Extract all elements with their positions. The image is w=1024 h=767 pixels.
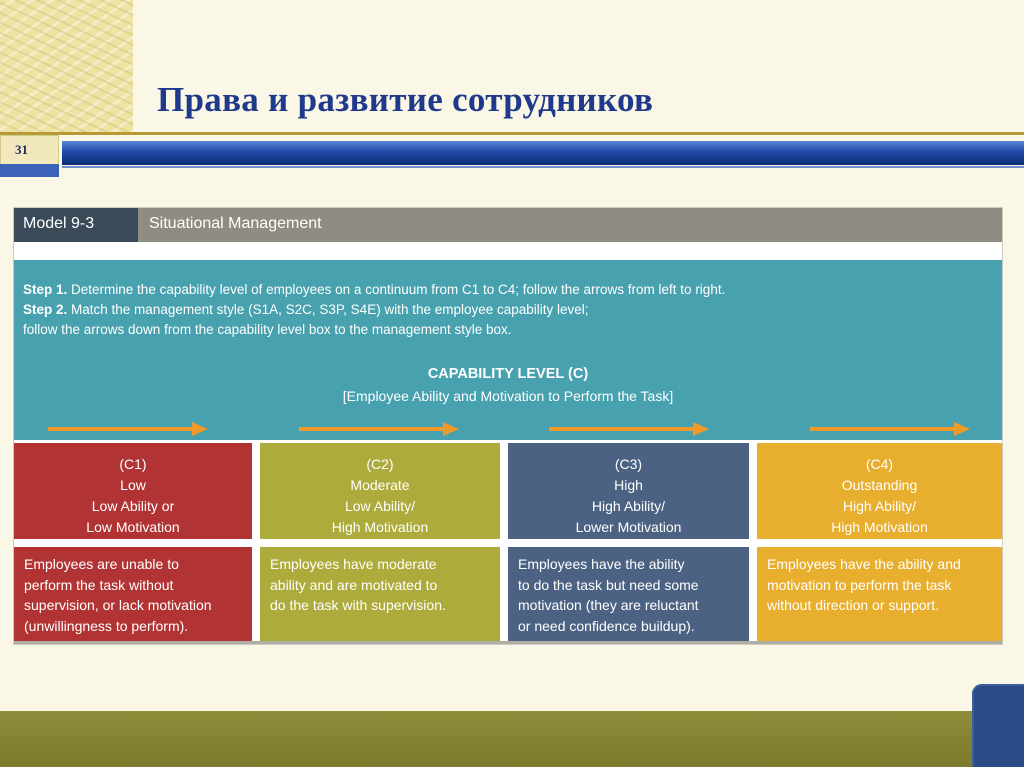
level-name: Moderate — [350, 477, 410, 493]
capability-box-c4 — [757, 443, 1002, 539]
step-2-continuation: follow the arrows down from the capability level box to the management style box. — [23, 322, 512, 337]
description-box-c1 — [14, 547, 252, 641]
description-line: Employees are unable to — [24, 556, 179, 572]
header-blue-bar — [62, 141, 1024, 165]
description-line: Employees have moderate — [270, 556, 437, 572]
right-arrow-icon — [48, 422, 208, 436]
description-line: (unwillingness to perform). — [24, 617, 189, 634]
description-line: do the task with supervision. — [270, 597, 446, 613]
level-code: (C3) — [614, 456, 643, 472]
situational-management-figure — [14, 208, 1002, 644]
level-motivation: High Motivation — [831, 519, 928, 535]
figure-model-name: Situational Management — [149, 215, 322, 232]
footer-band — [0, 711, 1024, 767]
step-1-label: Step 1. — [23, 282, 68, 297]
description-line: Employees have the ability and — [767, 556, 961, 572]
description-line: ability and are motivated to — [270, 576, 438, 593]
capability-box-c2 — [260, 443, 500, 539]
slide-title: Права и развитие сотрудников — [157, 80, 654, 119]
description-box-c4 — [757, 547, 1002, 641]
description-box-c3 — [508, 547, 749, 641]
level-code: (C4) — [865, 456, 894, 472]
level-name: Outstanding — [841, 477, 918, 493]
capability-box-c3 — [508, 443, 749, 539]
step-1-text: Determine the capability level of employees on a continuum from C1 to C4; follow the arrows from left to right. — [71, 282, 726, 297]
figure-model-label: Model 9-3 — [14, 208, 138, 242]
column-separator — [500, 443, 508, 641]
level-motivation: High Motivation — [331, 519, 429, 535]
capability-box-c1 — [14, 443, 252, 539]
capability-subtitle: [Employee Ability and Motivation to Perform the Task] — [342, 388, 674, 404]
description-line: supervision, or lack motivation — [24, 597, 212, 613]
right-arrow-icon — [299, 422, 459, 436]
level-motivation: Lower Motivation — [575, 519, 682, 535]
description-line: to do the task but need some — [518, 576, 699, 593]
corner-tile-decoration — [972, 684, 1024, 767]
right-arrow-icon — [549, 422, 709, 436]
right-arrow-icon — [810, 422, 970, 436]
corner-texture-decoration — [0, 0, 133, 133]
slide-number-strip — [0, 164, 59, 177]
slide-number: 31 — [0, 135, 59, 177]
column-separator — [252, 443, 260, 641]
level-name: Low — [120, 477, 146, 493]
description-line: motivation to perform the task — [767, 576, 952, 593]
level-ability: Low Ability or — [91, 498, 175, 514]
instructions-panel — [14, 260, 1002, 440]
header-blue-bar-shadow — [62, 166, 1024, 168]
description-line: motivation (they are reluctant — [518, 597, 699, 613]
step-2-text: Match the management style (S1A, S2C, S3P, S4E) with the employee capability level; — [71, 302, 589, 317]
step-2-line — [23, 302, 589, 317]
step-1-line — [23, 282, 725, 297]
description-line: perform the task without — [24, 576, 174, 593]
level-ability: Low Ability/ — [344, 498, 416, 514]
level-code: (C1) — [119, 456, 147, 472]
description-line: or need confidence buildup). — [518, 617, 695, 634]
column-separator — [749, 443, 757, 641]
level-motivation: Low Motivation — [86, 519, 180, 535]
description-line: without direction or support. — [767, 597, 939, 613]
description-box-c2 — [260, 547, 500, 641]
row-divider — [14, 539, 1002, 547]
figure-header — [14, 208, 1002, 242]
capability-title: CAPABILITY LEVEL (C) — [427, 366, 589, 382]
description-line: Employees have the ability — [518, 556, 685, 572]
level-ability: High Ability/ — [591, 498, 666, 514]
step-2-label: Step 2. — [23, 302, 68, 317]
level-name: High — [614, 477, 643, 493]
level-code: (C2) — [366, 456, 394, 472]
header-divider — [0, 132, 1024, 135]
figure-header-spacer — [14, 242, 1002, 260]
level-ability: High Ability/ — [842, 498, 917, 514]
